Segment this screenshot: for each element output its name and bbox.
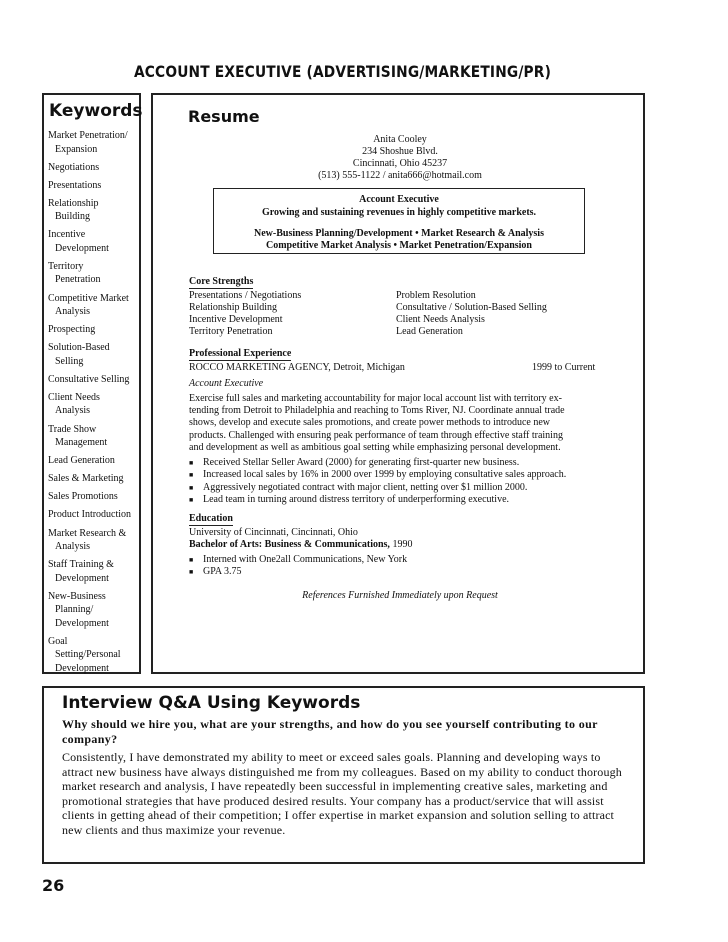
keyword-item: Presentations [48,179,102,191]
core-strength-item: Relationship Building [189,302,278,313]
core-strength-item: Problem Resolution [396,290,476,301]
keyword-item: Trade Show Management [48,423,108,449]
core-strength-item: Lead Generation [396,326,463,337]
keyword-item: Prospecting [48,324,96,336]
summary-skills-line-1: New-Business Planning/Development • Market Research & Analysis [254,228,544,239]
resume-contact: (513) 555-1122 / anita666@hotmail.com [318,170,482,181]
keyword-item: Sales Promotions [48,491,118,503]
keywords-heading: Keywords [49,101,143,121]
keyword-item: Staff Training & Development [48,559,114,584]
core-strength-item: Presentations / Negotiations [189,290,302,301]
resume-panel [151,93,645,674]
page-title: ACCOUNT EXECUTIVE (ADVERTISING/MARKETING/PR) [133,62,552,81]
core-strengths-right-column [396,290,547,338]
education-detail-item: ■ GPA 3.75 [189,566,589,578]
keyword-item: Sales & Marketing [48,473,124,485]
keyword-item: Client Needs Analysis [48,391,100,417]
keyword-item: Lead Generation [48,455,115,467]
keyword-item: Competitive Market Analysis [48,292,129,318]
core-strength-item: Incentive Development [189,314,283,325]
resume-address-line-1: 234 Shoshue Blvd. [362,146,438,157]
experience-description-line: shows, develop and execute sales promotions, and create power methods to introduce new [189,417,551,429]
education-school: University of Cincinnati, Cincinnati, Ohio [189,527,358,538]
keyword-item: Relationship Building [48,197,99,223]
keyword-item: Solution-Based Selling [48,342,110,367]
experience-company: ROCCO MARKETING AGENCY, Detroit, Michigan [189,362,405,373]
experience-description-line: products. Challenged with ensuring peak performance of team through effective staff training [189,429,563,441]
resume-name: Anita Cooley [373,134,427,145]
experience-description-line: Exercise full sales and marketing accountability for major local account list with territory ex- [189,393,562,404]
interview-qa-box [42,686,645,864]
keyword-item: New-Business Planning/ Development [48,590,109,629]
qa-answer: Consistently, I have demonstrated my ability to meet or exceed sales goals. Planning and developing ways to attract new business have always distinguished me from my colleagues. Based on my ability to conduct thorough market research and analysis, I have repeatedly been successful in implementing creative sales, marketing and promotional strategies that have produced desired results. Your company has a product/service that will assist clients in getting ahead of their competition; I offer expertise in market expansion and solution selling to attract new clients and thus maximize your revenue. [62,750,622,837]
education-details [189,554,589,579]
keyword-item: Goal Setting/Personal Development [48,635,121,674]
keyword-item: Consultative Selling [48,373,130,385]
keyword-item: Market Penetration/ Expansion [48,130,128,155]
core-strength-item: Consultative / Solution-Based Selling [396,302,547,313]
core-strengths-heading: Core Strengths [189,276,254,287]
experience-description-line: and development as well as ambitious goal setting while emphasizing personal development. [189,441,561,453]
resume-address-line-2: Cincinnati, Ohio 45237 [352,158,448,169]
education-heading: Education [189,513,233,524]
qa-question: Why should we hire you, what are your strengths, and how do you see yourself contributing to our company? [62,717,598,746]
experience-description [189,393,609,454]
experience-heading: Professional Experience [189,348,292,359]
keyword-item: Incentive Development [48,229,109,254]
core-strength-item: Territory Penetration [189,326,273,337]
achievement-item: ■ Lead team in turning around distress territory of underperforming executive. [189,494,619,506]
keywords-list [48,129,141,680]
keyword-item: Territory Penetration [48,260,101,286]
experience-description-line: tending from Detroit to Philadelphia and reaching to Toms River, NJ. Coordinate annual trade [189,405,565,417]
core-strength-item: Client Needs Analysis [396,314,485,325]
summary-title: Account Executive [359,194,439,205]
achievement-item: ■ Increased local sales by 16% in 2000 over 1999 by employing consultative sales approach. [189,469,619,481]
education-detail-item: ■ Interned with One2all Communications, New York [189,554,589,566]
summary-skills-line-2: Competitive Market Analysis • Market Penetration/Expansion [266,240,532,251]
experience-achievements [189,457,619,506]
keyword-item: Product Introduction [48,509,132,521]
experience-dates: 1999 to Current [532,362,596,373]
summary-box [213,188,585,254]
keywords-sidebar [42,93,141,674]
keyword-item: Market Research & Analysis [48,527,127,552]
achievement-item: ■ Received Stellar Seller Award (2000) for generating first-quarter new business. [189,457,619,469]
qa-heading: Interview Q&A Using Keywords [62,693,361,713]
summary-tagline: Growing and sustaining revenues in highly competitive markets. [261,207,537,218]
references-note: References Furnished Immediately upon Request [302,590,498,601]
education-degree: Bachelor of Arts: Business & Communications, 1990 [189,539,413,550]
experience-role: Account Executive [189,378,264,389]
achievement-item: ■ Aggressively negotiated contract with major client, netting over $1 million 2000. [189,482,619,494]
resume-heading: Resume [188,107,260,126]
keyword-item: Negotiations [48,161,100,173]
core-strengths-left-column [189,290,301,338]
page-number: 26 [42,876,65,895]
